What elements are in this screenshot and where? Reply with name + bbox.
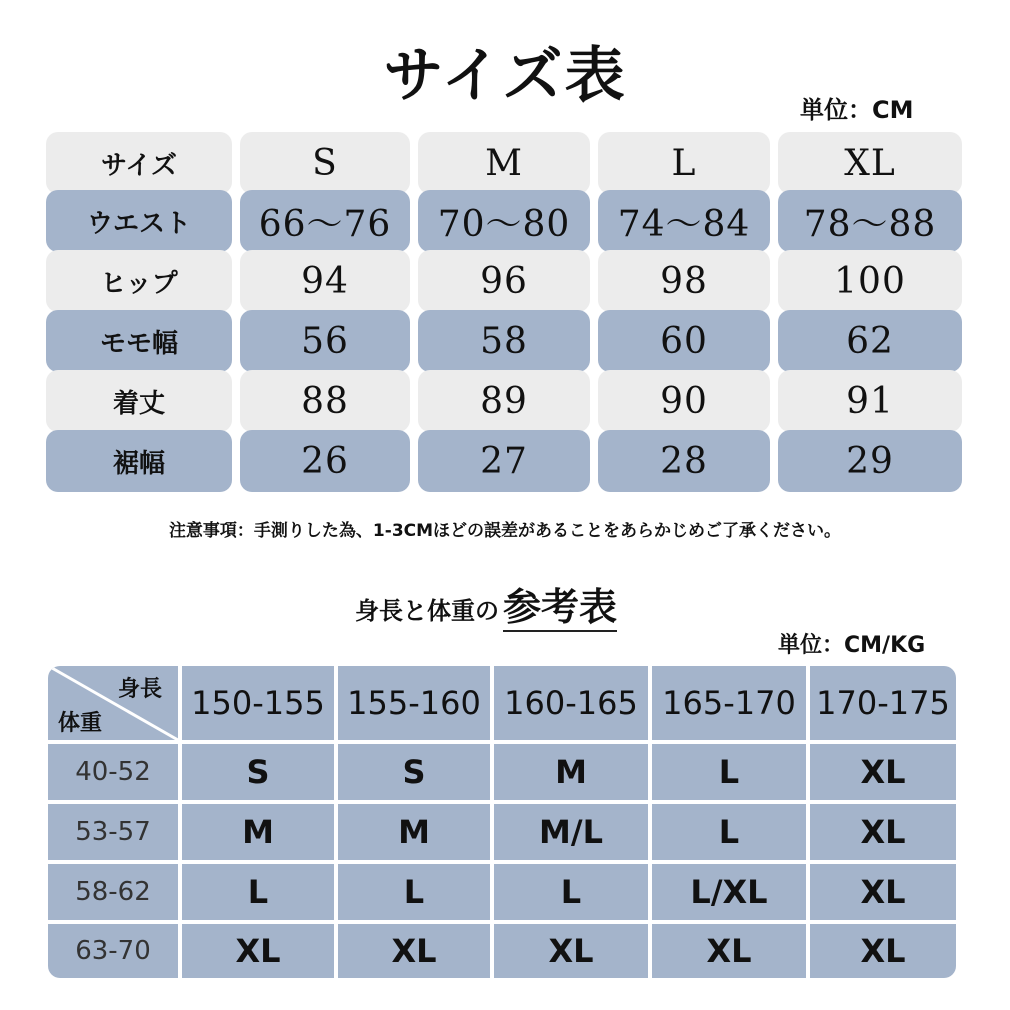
size-recommendation: XL: [235, 932, 281, 970]
weight-label: 58-62: [75, 877, 151, 907]
size-header-label: サイズ: [46, 132, 232, 194]
size-recommendation: L: [403, 873, 425, 911]
weight-label: 53-57: [75, 817, 151, 847]
size-cell: 62: [778, 310, 962, 372]
size-cell: 28: [598, 430, 770, 492]
size-cell: 26: [240, 430, 410, 492]
size-recommendation: XL: [706, 932, 752, 970]
size-cell: 89: [418, 370, 590, 432]
size-recommendation: XL: [860, 753, 906, 791]
corner-weight-label: 体重: [58, 711, 103, 736]
size-cell: 29: [778, 430, 962, 492]
size-recommendation: L/XL: [690, 873, 768, 911]
size-cell: 60: [598, 310, 770, 372]
size-header-m: M: [418, 132, 590, 194]
size-row-label: 裾幅: [46, 430, 232, 492]
height-header: 170-175: [816, 684, 950, 722]
size-cell: 58: [418, 310, 590, 372]
height-header: 165-170: [662, 684, 796, 722]
height-header: 150-155: [191, 684, 325, 722]
size-header-xl: XL: [778, 132, 962, 194]
page-title: サイズ表: [383, 41, 627, 111]
measurement-note: 注意事項：手測りした為、1-3CMほどの誤差があることをあらかじめご了承ください。: [168, 521, 842, 541]
size-row-label: ヒップ: [46, 250, 232, 312]
size-recommendation: L: [247, 873, 269, 911]
size-recommendation: XL: [860, 932, 906, 970]
size-row-hip: [46, 250, 962, 310]
size-recommendation: M: [242, 813, 274, 851]
size-row-length: [46, 370, 962, 430]
size-cell: 96: [418, 250, 590, 312]
size-row-waist: [46, 190, 962, 250]
size-cell: 94: [240, 250, 410, 312]
height-header: 160-165: [504, 684, 638, 722]
size-recommendation: S: [246, 753, 270, 791]
reference-table: [48, 666, 956, 978]
size-recommendation: XL: [391, 932, 437, 970]
size-header-l: L: [598, 132, 770, 194]
size-unit-label: 単位：CM: [800, 96, 914, 124]
size-row-hem: [46, 430, 962, 490]
size-recommendation: L: [718, 813, 740, 851]
size-recommendation: M: [398, 813, 430, 851]
size-recommendation: XL: [860, 813, 906, 851]
size-recommendation: M: [555, 753, 587, 791]
size-cell: 70～80: [418, 190, 590, 252]
size-cell: 100: [778, 250, 962, 312]
reference-title-prefix: 身長と体重の: [355, 597, 499, 625]
size-cell: 27: [418, 430, 590, 492]
size-header-row: [46, 132, 962, 192]
size-header-s: S: [240, 132, 410, 194]
size-recommendation: XL: [860, 873, 906, 911]
reference-title: [355, 582, 617, 632]
size-recommendation: L: [560, 873, 582, 911]
size-recommendation: M/L: [539, 813, 603, 851]
size-cell: 74～84: [598, 190, 770, 252]
corner-height-label: 身長: [118, 677, 163, 702]
size-cell: 98: [598, 250, 770, 312]
size-row-thigh: [46, 310, 962, 370]
size-cell: 91: [778, 370, 962, 432]
size-recommendation: S: [402, 753, 426, 791]
size-cell: 90: [598, 370, 770, 432]
reference-unit-label: 単位：CM/KG: [778, 633, 926, 658]
size-table: [46, 132, 962, 492]
size-cell: 56: [240, 310, 410, 372]
weight-label: 40-52: [75, 757, 151, 787]
size-row-label: ウエスト: [46, 190, 232, 252]
weight-label: 63-70: [75, 936, 151, 966]
size-row-label: 着丈: [46, 370, 232, 432]
height-header: 155-160: [347, 684, 481, 722]
size-cell: 78～88: [778, 190, 962, 252]
size-cell: 88: [240, 370, 410, 432]
size-recommendation: L: [718, 753, 740, 791]
size-recommendation: XL: [548, 932, 594, 970]
size-row-label: モモ幅: [46, 310, 232, 372]
reference-title-main: 参考表: [503, 584, 617, 632]
size-cell: 66～76: [240, 190, 410, 252]
